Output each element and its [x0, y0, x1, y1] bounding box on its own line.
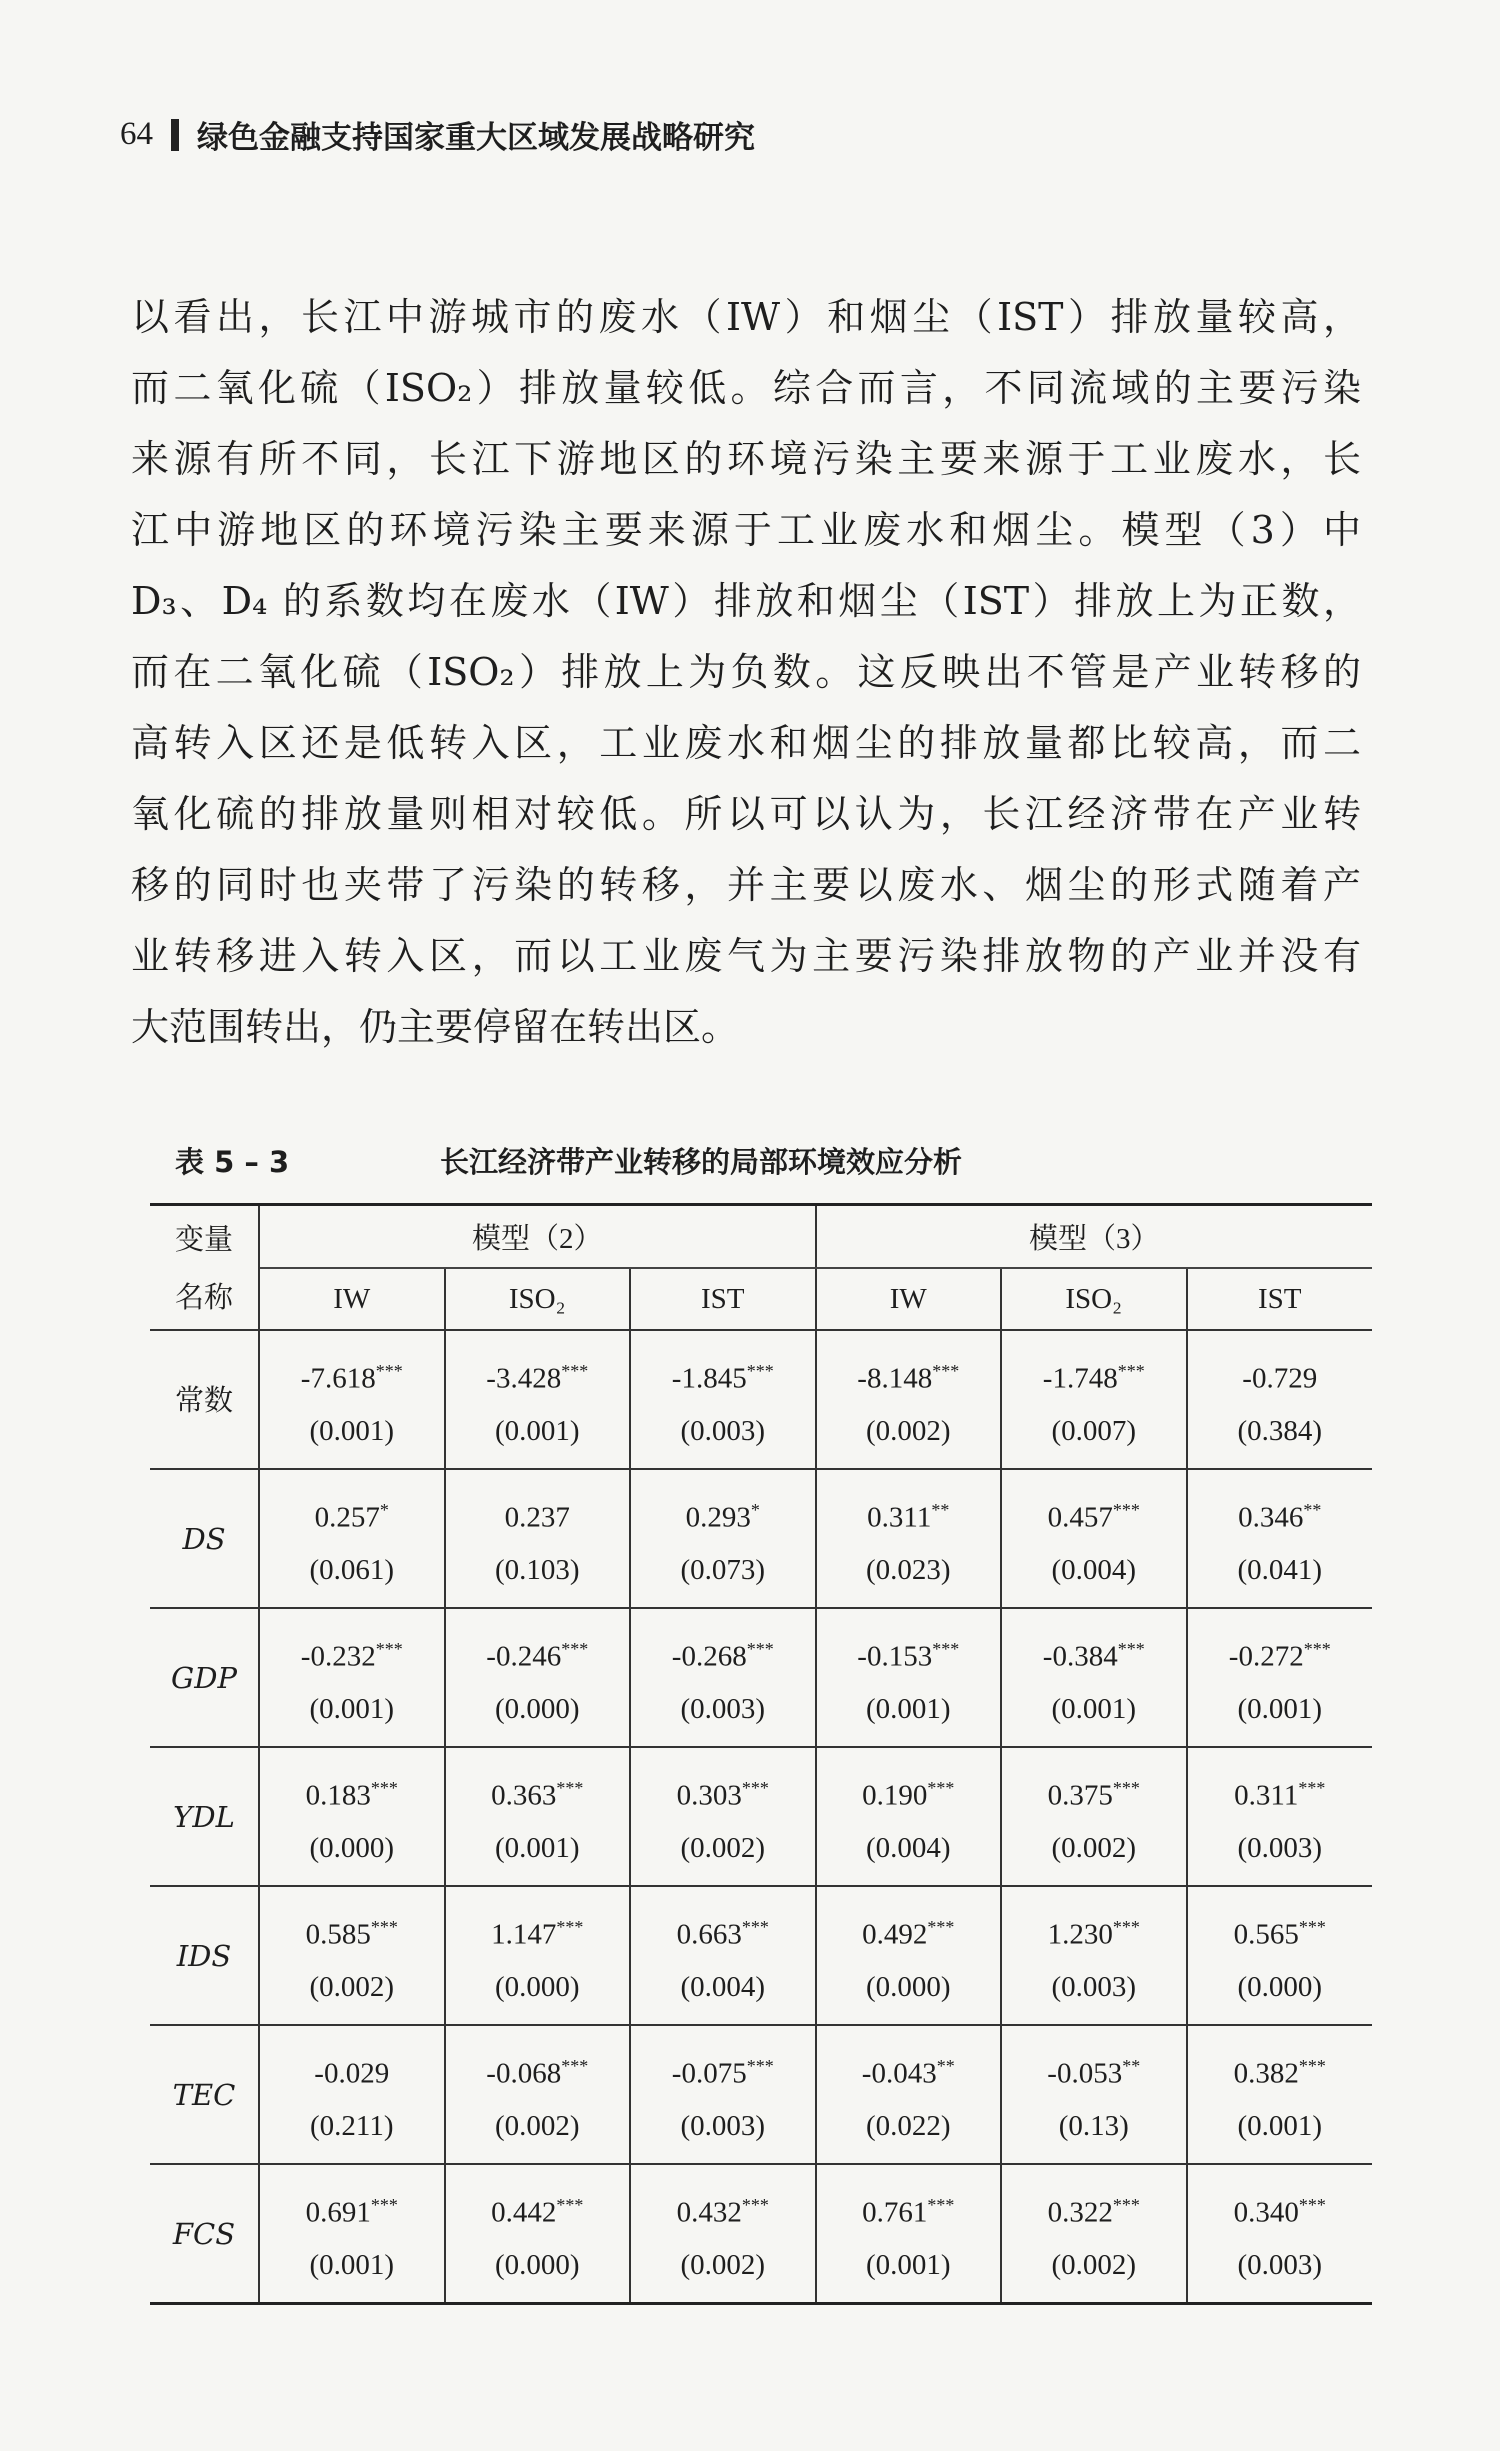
paragraph-line: 大范围转出，仍主要停留在转出区。 [131, 1005, 740, 1049]
table-cell [1001, 1747, 1187, 1886]
table-cell [445, 1330, 631, 1469]
significance-stars: *** [1112, 1499, 1140, 1520]
table-cell [259, 2025, 445, 2164]
p-value: (0.003) [1237, 2249, 1323, 2282]
paragraph-line: 移的同时也夹带了污染的转移，并主要以废水、烟尘的形式随着产 [131, 863, 1361, 907]
p-value: (0.002) [1051, 2249, 1137, 2282]
table-header-row [150, 1205, 1372, 1269]
table-cell [259, 1747, 445, 1886]
var-header-line2: 名称 [174, 1279, 233, 1314]
coefficient-value: 0.457 [1047, 1501, 1113, 1534]
significance-stars: ** [936, 2055, 955, 2076]
table-cell [259, 1469, 445, 1608]
significance-stars: *** [370, 1916, 398, 1937]
coefficient-value: -0.246 [486, 1640, 562, 1673]
coefficient-value: 0.311 [1234, 1779, 1299, 1812]
p-value: (0.002) [309, 1971, 395, 2004]
table-cell [630, 1330, 816, 1469]
significance-stars: *** [927, 2194, 955, 2215]
table-row [150, 2025, 1372, 2164]
coefficient-value: -0.272 [1228, 1640, 1304, 1673]
coefficient [631, 2038, 815, 2102]
coefficient [1002, 1760, 1186, 1824]
paragraph-line: 以看出，长江中游城市的废水（IW）和烟尘（IST）排放量较高， [131, 295, 1361, 339]
table-title: 长江经济带产业转移的局部环境效应分析 [440, 1145, 963, 1179]
p-value: (0.002) [680, 2249, 766, 2282]
paragraph-line: 而二氧化硫（ISO₂）排放量较低。综合而言，不同流域的主要污染 [131, 366, 1361, 410]
running-header [120, 112, 755, 157]
table-cell [259, 2164, 445, 2304]
body-paragraph [131, 282, 1361, 1063]
variable-name-header [150, 1205, 259, 1331]
table-cell [445, 1747, 631, 1886]
coefficient [446, 1760, 630, 1824]
significance-stars: *** [370, 1777, 398, 1798]
p-value: (0.041) [1237, 1554, 1323, 1587]
paragraph-line: 而在二氧化硫（ISO₂）排放上为负数。这反映出不管是产业转移的 [131, 650, 1361, 694]
coefficient [817, 1343, 1001, 1407]
p-value: (0.000) [494, 1971, 580, 2004]
p-value: (0.001) [1237, 1693, 1323, 1726]
p-value: (0.000) [494, 2249, 580, 2282]
significance-stars: *** [556, 1916, 584, 1937]
table-cell [816, 2164, 1002, 2304]
coefficient [1188, 2177, 1373, 2241]
coefficient-value: 0.237 [504, 1501, 570, 1534]
coefficient [1002, 2038, 1186, 2102]
coefficient-value: -0.068 [486, 2057, 562, 2090]
coefficient-value: 0.190 [862, 1779, 928, 1812]
table-row [150, 1608, 1372, 1747]
table-cell [445, 2025, 631, 2164]
significance-stars: * [750, 1499, 760, 1520]
significance-stars: *** [1112, 1777, 1140, 1798]
p-value: (0.000) [865, 1971, 951, 2004]
p-value: (0.001) [494, 1415, 580, 1448]
table-cell [630, 1608, 816, 1747]
coefficient [631, 1343, 815, 1407]
coefficient-value: 0.257 [314, 1501, 380, 1534]
coefficient-value: -3.428 [486, 1362, 562, 1395]
p-value: (0.001) [1051, 1693, 1137, 1726]
significance-stars: *** [746, 1638, 774, 1659]
table-cell [445, 1469, 631, 1608]
table-row [150, 1469, 1372, 1608]
table-row [150, 2164, 1372, 2304]
coefficient-value: 0.363 [491, 1779, 557, 1812]
significance-stars: ** [1122, 2055, 1141, 2076]
coefficient [260, 1760, 444, 1824]
significance-stars: *** [1298, 1916, 1326, 1937]
p-value: (0.13) [1058, 2110, 1129, 2143]
coefficient [631, 1482, 815, 1546]
coefficient [1188, 1482, 1373, 1546]
coefficient [260, 2038, 444, 2102]
significance-stars: *** [1298, 1777, 1326, 1798]
coefficient [446, 1899, 630, 1963]
coefficient-value: 0.382 [1233, 2057, 1299, 2090]
coefficient [260, 1343, 444, 1407]
coefficient [1002, 1899, 1186, 1963]
significance-stars: *** [1117, 1638, 1145, 1659]
significance-stars: *** [1112, 2194, 1140, 2215]
table-cell [1001, 2164, 1187, 2304]
coefficient [817, 1482, 1001, 1546]
table-cell [816, 1469, 1002, 1608]
paragraph-line: D₃、D₄ 的系数均在废水（IW）排放和烟尘（IST）排放上为正数， [131, 579, 1361, 623]
coefficient [1188, 1899, 1373, 1963]
significance-stars: *** [746, 2055, 774, 2076]
coefficient [1002, 1621, 1186, 1685]
p-value: (0.061) [309, 1554, 395, 1587]
coefficient [1188, 2038, 1373, 2102]
coefficient-value: 0.761 [862, 2196, 928, 2229]
column-header-row [150, 1268, 1372, 1330]
column-header: IST [630, 1268, 816, 1330]
coefficient-value: 1.230 [1047, 1918, 1113, 1951]
p-value: (0.003) [680, 2110, 766, 2143]
coefficient [1002, 2177, 1186, 2241]
coefficient [1188, 1621, 1373, 1685]
table-row [150, 1747, 1372, 1886]
coefficient [817, 2177, 1001, 2241]
coefficient [631, 1760, 815, 1824]
p-value: (0.003) [680, 1415, 766, 1448]
table-cell [630, 2025, 816, 2164]
regression-table [150, 1203, 1372, 2305]
row-variable-name: 常数 [150, 1330, 259, 1469]
p-value: (0.001) [309, 1415, 395, 1448]
p-value: (0.003) [680, 1693, 766, 1726]
coefficient-value: 0.311 [867, 1501, 932, 1534]
coefficient [260, 1482, 444, 1546]
table-cell [1187, 2164, 1373, 2304]
table-cell [816, 1747, 1002, 1886]
paragraph-line: 高转入区还是低转入区，工业废水和烟尘的排放量都比较高，而二 [131, 721, 1361, 765]
coefficient [446, 1343, 630, 1407]
significance-stars: *** [1298, 2055, 1326, 2076]
coefficient-value: -0.268 [671, 1640, 747, 1673]
table-cell [630, 1469, 816, 1608]
p-value: (0.023) [865, 1554, 951, 1587]
table-cell [1187, 1469, 1373, 1608]
coefficient-value: -0.053 [1047, 2057, 1123, 2090]
table-cell [445, 1608, 631, 1747]
table-cell [1187, 1886, 1373, 2025]
coefficient [260, 2177, 444, 2241]
table-cell [259, 1608, 445, 1747]
p-value: (0.001) [865, 1693, 951, 1726]
p-value: (0.073) [680, 1554, 766, 1587]
table-cell [816, 1886, 1002, 2025]
table-cell [1187, 2025, 1373, 2164]
coefficient [1188, 1760, 1373, 1824]
coefficient [631, 1899, 815, 1963]
coefficient-value: -1.845 [671, 1362, 747, 1395]
coefficient [446, 2177, 630, 2241]
table-cell [1001, 1469, 1187, 1608]
coefficient [817, 1760, 1001, 1824]
table-cell [630, 1886, 816, 2025]
column-header: ISO₂ [445, 1268, 631, 1330]
significance-stars: *** [1117, 1360, 1145, 1381]
significance-stars: *** [1298, 2194, 1326, 2215]
significance-stars: *** [561, 2055, 589, 2076]
p-value: (0.000) [1237, 1971, 1323, 2004]
coefficient [1188, 1343, 1373, 1407]
p-value: (0.001) [494, 1832, 580, 1865]
page-number: 64 [120, 116, 153, 152]
coefficient-value: 0.492 [862, 1918, 928, 1951]
coefficient-value: -0.075 [671, 2057, 747, 2090]
significance-stars: ** [1303, 1499, 1322, 1520]
table-cell [1001, 1608, 1187, 1747]
coefficient-value: 0.346 [1238, 1501, 1304, 1534]
significance-stars: *** [561, 1360, 589, 1381]
significance-stars: *** [561, 1638, 589, 1659]
p-value: (0.002) [680, 1832, 766, 1865]
var-header-line1: 变量 [174, 1221, 233, 1256]
table-cell [630, 1747, 816, 1886]
coefficient [631, 1621, 815, 1685]
coefficient-value: -0.043 [861, 2057, 937, 2090]
p-value: (0.001) [309, 1693, 395, 1726]
p-value: (0.007) [1051, 1415, 1137, 1448]
coefficient [1002, 1482, 1186, 1546]
p-value: (0.002) [1051, 1832, 1137, 1865]
p-value: (0.103) [494, 1554, 580, 1587]
significance-stars: *** [556, 2194, 584, 2215]
significance-stars: *** [375, 1638, 403, 1659]
row-variable-name: IDS [150, 1886, 259, 2025]
model3-header: 模型（3） [816, 1205, 1373, 1269]
coefficient [631, 2177, 815, 2241]
p-value: (0.000) [309, 1832, 395, 1865]
paragraph-line: 氧化硫的排放量则相对较低。所以可以认为，长江经济带在产业转 [131, 792, 1361, 836]
coefficient [817, 1899, 1001, 1963]
table-cell [1001, 2025, 1187, 2164]
p-value: (0.000) [494, 1693, 580, 1726]
significance-stars: *** [741, 2194, 769, 2215]
p-value: (0.384) [1237, 1415, 1323, 1448]
paragraph-line: 江中游地区的环境污染主要来源于工业废水和烟尘。模型（3）中 [131, 508, 1361, 552]
coefficient-value: -8.148 [857, 1362, 933, 1395]
table-cell [1187, 1747, 1373, 1886]
row-variable-name: DS [150, 1469, 259, 1608]
p-value: (0.001) [865, 2249, 951, 2282]
p-value: (0.003) [1237, 1832, 1323, 1865]
coefficient-value: -0.384 [1042, 1640, 1118, 1673]
column-header: IW [816, 1268, 1002, 1330]
model2-header: 模型（2） [259, 1205, 816, 1269]
p-value: (0.002) [494, 2110, 580, 2143]
p-value: (0.004) [865, 1832, 951, 1865]
significance-stars: *** [370, 2194, 398, 2215]
coefficient-value: -0.153 [857, 1640, 933, 1673]
coefficient-value: 0.565 [1233, 1918, 1299, 1951]
coefficient-value: 0.375 [1047, 1779, 1113, 1812]
p-value: (0.001) [1237, 2110, 1323, 2143]
header-divider [171, 119, 179, 151]
coefficient-value: 0.663 [676, 1918, 742, 1951]
column-header: ISO₂ [1001, 1268, 1187, 1330]
coefficient [817, 2038, 1001, 2102]
coefficient-value: 0.442 [491, 2196, 557, 2229]
p-value: (0.022) [865, 2110, 951, 2143]
table-cell [1187, 1608, 1373, 1747]
coefficient-value: -0.729 [1242, 1362, 1318, 1395]
table-cell [1001, 1886, 1187, 2025]
book-title: 绿色金融支持国家重大区域发展战略研究 [197, 120, 755, 156]
significance-stars: *** [741, 1777, 769, 1798]
coefficient-value: 0.585 [305, 1918, 371, 1951]
p-value: (0.002) [865, 1415, 951, 1448]
significance-stars: * [379, 1499, 389, 1520]
p-value: (0.004) [680, 1971, 766, 2004]
p-value: (0.004) [1051, 1554, 1137, 1587]
coefficient-value: -0.232 [300, 1640, 376, 1673]
table-cell [259, 1886, 445, 2025]
coefficient [260, 1899, 444, 1963]
column-header: IW [259, 1268, 445, 1330]
coefficient-value: 0.691 [305, 2196, 371, 2229]
coefficient [446, 2038, 630, 2102]
row-variable-name: TEC [150, 2025, 259, 2164]
paragraph-line: 业转移进入转入区，而以工业废气为主要污染排放物的产业并没有 [131, 934, 1361, 978]
table-cell [816, 2025, 1002, 2164]
table-cell [816, 1330, 1002, 1469]
table-row [150, 1886, 1372, 2025]
p-value: (0.211) [310, 2110, 394, 2143]
coefficient-value: 0.432 [676, 2196, 742, 2229]
coefficient-value: 0.340 [1233, 2196, 1299, 2229]
coefficient-value: 0.293 [685, 1501, 751, 1534]
table-cell [1001, 1330, 1187, 1469]
coefficient [1002, 1343, 1186, 1407]
significance-stars: *** [932, 1360, 960, 1381]
row-variable-name: YDL [150, 1747, 259, 1886]
significance-stars: *** [927, 1916, 955, 1937]
significance-stars: *** [1303, 1638, 1331, 1659]
significance-stars: *** [932, 1638, 960, 1659]
table-cell [445, 2164, 631, 2304]
coefficient-value: 0.303 [676, 1779, 742, 1812]
p-value: (0.003) [1051, 1971, 1137, 2004]
coefficient [446, 1482, 630, 1546]
table-cell [259, 1330, 445, 1469]
coefficient-value: 1.147 [491, 1918, 557, 1951]
coefficient-value: 0.183 [305, 1779, 371, 1812]
table-row [150, 1330, 1372, 1469]
significance-stars: *** [741, 1916, 769, 1937]
coefficient-value: -1.748 [1042, 1362, 1118, 1395]
paragraph-line: 来源有所不同，长江下游地区的环境污染主要来源于工业废水，长 [131, 437, 1361, 481]
table-cell [630, 2164, 816, 2304]
table-number: 表 5 – 3 [175, 1145, 290, 1179]
coefficient-value: -0.029 [314, 2057, 390, 2090]
significance-stars: *** [746, 1360, 774, 1381]
coefficient-value: 0.322 [1047, 2196, 1113, 2229]
significance-stars: *** [1112, 1916, 1140, 1937]
table-cell [1187, 1330, 1373, 1469]
coefficient-value: -7.618 [300, 1362, 376, 1395]
row-variable-name: GDP [150, 1608, 259, 1747]
table-cell [816, 1608, 1002, 1747]
coefficient [260, 1621, 444, 1685]
significance-stars: *** [375, 1360, 403, 1381]
coefficient [817, 1621, 1001, 1685]
p-value: (0.001) [309, 2249, 395, 2282]
column-header: IST [1187, 1268, 1373, 1330]
significance-stars: *** [927, 1777, 955, 1798]
table-cell [445, 1886, 631, 2025]
significance-stars: ** [931, 1499, 950, 1520]
row-variable-name: FCS [150, 2164, 259, 2304]
coefficient [446, 1621, 630, 1685]
significance-stars: *** [556, 1777, 584, 1798]
